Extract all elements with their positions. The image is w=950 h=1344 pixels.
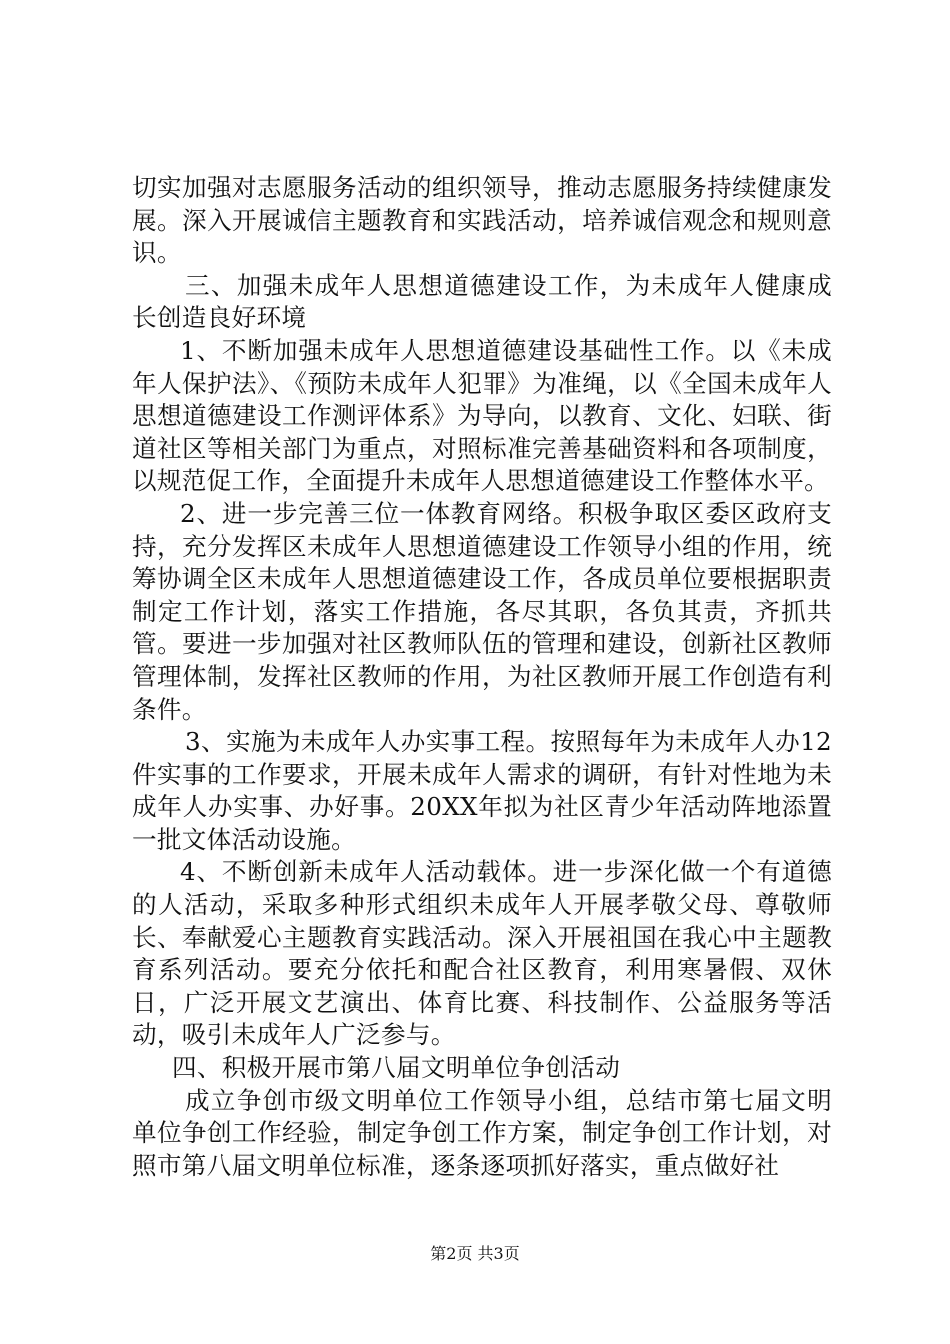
paragraph-item-3: 3、实施为未成年人办实事工程。按照每年为未成年人办12件实事的工作要求，开展未成年人需求的调研，有针对性地为未成年人办实事、办好事。20XX年拟为社区青少年活动阵地添置一批文体活动设施。: [132, 727, 832, 854]
paragraph-last: 成立争创市级文明单位工作领导小组，总结市第七届文明单位争创工作经验，制定争创工作方案，制定争创工作计划，对照市第八届文明单位标准，逐条逐项抓好落实，重点做好社: [132, 1085, 832, 1180]
section-heading-3: 三、加强未成年人思想道德建设工作，为未成年人健康成长创造良好环境: [132, 270, 832, 333]
document-body: [132, 172, 832, 1182]
paragraph-item-1: 1、不断加强未成年人思想道德建设基础性工作。以《未成年人保护法》、《预防未成年人犯罪》为准绳，以《全国未成年人思想道德建设工作测评体系》为导向，以教育、文化、妇联、街道社区等相关部门为重点，对照标准完善基础资料和各项制度，以规范促工作，全面提升未成年人思想道德建设工作整体水平。: [132, 335, 832, 496]
paragraph-item-4: 4、不断创新未成年人活动载体。进一步深化做一个有道德的人活动，采取多种形式组织未成年人开展孝敬父母、尊敬师长、奉献爱心主题教育实践活动。深入开展祖国在我心中主题教育系列活动。要充分依托和配合社区教育，利用寒暑假、双休日，广泛开展文艺演出、体育比赛、科技制作、公益服务等活动，吸引未成年人广泛参与。: [132, 857, 832, 1050]
paragraph-1: 切实加强对志愿服务活动的组织领导，推动志愿服务持续健康发展。深入开展诚信主题教育和实践活动，培养诚信观念和规则意识。: [132, 173, 832, 268]
section-heading-4: 四、积极开展市第八届文明单位争创活动: [172, 1053, 621, 1083]
page-footer: 第2页 共3页: [430, 1244, 520, 1263]
paragraph-item-2: 2、进一步完善三位一体教育网络。积极争取区委区政府支持，充分发挥区未成年人思想道德建设工作领导小组的作用，统筹协调全区未成年人思想道德建设工作，各成员单位要根据职责制定工作计划，落实工作措施，各尽其职，各负其责，齐抓共管。要进一步加强对社区教师队伍的管理和建设，创新社区教师管理体制，发挥社区教师的作用，为社区教师开展工作创造有利条件。: [132, 498, 832, 724]
